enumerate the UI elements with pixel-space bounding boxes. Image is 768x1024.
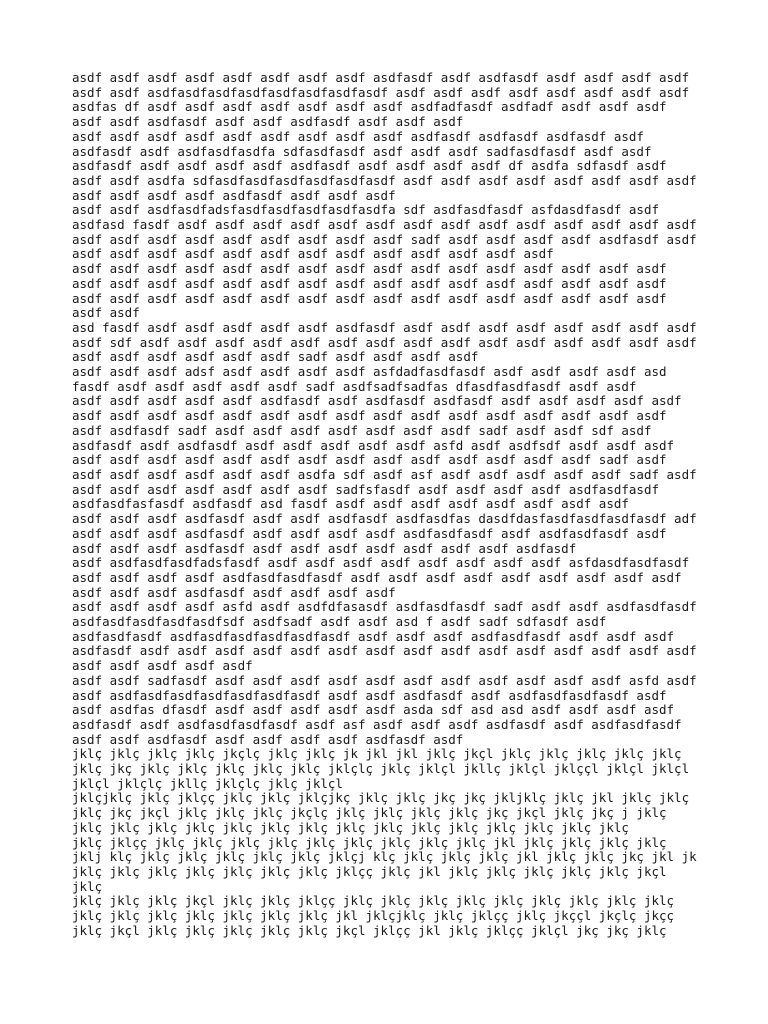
text-line: asdf asdf asdfasdfasdfasdfasdfasdfasdfasdf asdf asdf asdf asdf asdf asdf asdf asdf — [72, 84, 690, 100]
text-line: jklç jklç jklç jklç jklç jklç jklç jkl jklçjklç jklç jklçç jklç jkççl jkçlç jkçç — [72, 908, 675, 924]
paragraph — [72, 600, 712, 674]
text-line: asdf asdf asdfasdfadsfasdfasdfasdfasdfasdfa sdf asdfasdfasdf asfdasdfasdf asdf — [72, 202, 659, 218]
text-line: asdf asdf asdfa sdfasdfasdfasdfasdfasdfasdf asdf asdf asdf asdf asdf asdf asdf asdf — [72, 172, 697, 188]
text-line: asd fasdf asdf asdf asdf asdf asdf asdfasdf asdf asdf asdf asdf asdf asdf asdf asdf — [72, 319, 697, 335]
text-line: jklç jklç jklç jkçl jklç jklç jklçç jklç jklç jklç jklç jklç jklç jklç jklç jklç — [72, 893, 675, 909]
text-line: asdf asdf asdf asdf asfd asdf asdfdfasasdf asdfasdfasdf sadf asdf asdf asdfasdfasdf — [72, 599, 697, 615]
text-line: asdfasdfasfasdf asdfasdf asd fasdf asdf asdf asdf asdf asdf asdf asdf asdf — [72, 496, 629, 512]
paragraph — [72, 791, 712, 894]
text-line: asdf asdf sadfasdf asdf asdf asdf asdf asdf asdf asdf asdf asdf asdf asdf asfd asdf — [72, 672, 697, 688]
text-line: asdf asdf asdf asdf asdf asdf asdf asdf asdf asdfasdf asdfasdf asdfasdf asdf — [72, 128, 644, 144]
text-line: asdf asdfasdf sadf asdf asdf asdf asdf asdf asdf asdf sadf asdf asdf sdf asdf — [72, 422, 652, 438]
text-line: jklç jklç jklç jklç jklç jklç jklç jklç jklç jklç jklç jklç jklç jklç jklç — [72, 819, 629, 835]
text-line: asdf asdf asdf asdfasdf asdf asdf asdf asdf asdf asdf asdf asdfasdf — [72, 540, 577, 556]
text-line: asdf asdf asdf asdf asdf asdf asdf asdf asdf asdf asdf asdf asdf asdf asdf asdf — [72, 290, 667, 306]
text-line: asdf asdf asdf asdf asdf asdf asdf asdf asdfasdf asdf asdfasdf asdf asdf asdf asdf — [72, 70, 690, 85]
paragraph — [72, 130, 712, 204]
text-line: asdf asdf asdf asdf asdf — [72, 658, 253, 674]
text-line: asdfasdf asdf asdf asdf asdf asdf asdf asdf asdf asdf asdf asdf asdf asdf asdf asdf — [72, 643, 697, 659]
paragraph — [72, 674, 712, 748]
text-line: fasdf asdf asdf asdf asdf asdf sadf asdfsadfsadfas dfasdfasdfasdf asdf asdf — [72, 378, 637, 394]
text-line: asdf asdf asdf asdfasdf asdf asdf asdf asdf asdfasdfasdf asdf asdfasdfasdf asdf — [72, 525, 667, 541]
text-line: asdf asdf asdf asdf asdf asdf asdf asdf asdf asdf asdf asdf asdf asdf asdf asdf — [72, 261, 667, 277]
text-line: asdf asdf asdf asdf asdf asdf asdf asdf asdf sadf asdf asdf asdf asdf asdfasdf asdf — [72, 231, 697, 247]
text-line: asdfasdf asdf asdfasdf asdf asdf asdf asdf asdf asfd asdf asdfsdf asdf asdf asdf — [72, 437, 675, 453]
text-line: asdf asdf asdfasdf asdf asdf asdfasdf asdf asdf asdf — [72, 114, 464, 130]
text-line: asdf sdf asdf asdf asdf asdf asdf asdf asdf asdf asdf asdf asdf asdf asdf asdf asdf — [72, 334, 697, 350]
text-line: asdf asdf asdf asdf asdf asdf asdf asdf asdf asdf asdf asdf asdf — [72, 246, 554, 262]
text-line: asdf asdf asdf adsf asdf asdf asdf asdf asfdadfasdfasdf asdf asdf asdf asdf asd — [72, 364, 667, 380]
text-line: asdfasd fasdf asdf asdf asdf asdf asdf asdf asdf asdf asdf asdf asdf asdf asdf asdf — [72, 217, 697, 233]
text-line: jklç jkç jklç jklç jklç jklç jklç jklçlç jklç jklçl jkllç jklçl jklççl jklçl jklçl — [72, 761, 690, 777]
text-line: asdf asdf asdf asdf asdf asdf asdf asdf asdf asdf asdf asdf asdf asdf sadf asdf — [72, 452, 667, 468]
text-line: asdf asdf asdf asdf asdf asdf asdfa sdf asdf asf asdf asdf asdf asdf asdf sadf asdf — [72, 466, 697, 482]
paragraph — [72, 894, 712, 938]
text-line: jklj klç jklç jklç jklç jklç jklç jklçj klç jklç jklç jklç jkl jklç jklç jkç jkl jk — [72, 849, 697, 865]
text-line: jklçjklç jklç jklçç jklç jklç jklçjkç jklç jklç jkç jkç jkljklç jklç jkl jklç jklç — [72, 790, 690, 806]
text-line: jklç jkçl jklç jklç jklç jklç jklç jkçl jklçç jkl jklç jklçç jklçl jkç jkç jklç — [72, 922, 667, 938]
text-line: asdf asdfas dfasdf asdf asdf asdf asdf asdf asda sdf asd asd asdf asdf asdf asdf — [72, 702, 675, 718]
paragraph — [72, 203, 712, 262]
paragraph — [72, 262, 712, 321]
text-line: jklç jklçç jklç jklç jklç jklç jklç jklç jklç jklç jklç jkl jklç jklç jklç jklç — [72, 834, 667, 850]
text-line: asdf asdf asdf asdf asdf asdf asdf sadfsfasdf asdf asdf asdf asdf asdfasdfasdf — [72, 481, 659, 497]
text-line: asdfasdf asdf asdf asdf asdf asdfasdf asdf asdf asdf asdf df asdfa sdfasdf asdf — [72, 158, 667, 174]
paragraph — [72, 365, 712, 512]
paragraph — [72, 71, 712, 130]
text-line: asdf asdf — [72, 305, 140, 321]
text-line: asdf asdf asdf asdf asdf asdf sadf asdf asdf asdf asdf — [72, 349, 479, 365]
text-line: asdf asdfasdfasdfadsfasdf asdf asdf asdf asdf asdf asdf asdf asdf asfdasdfasdfasdf — [72, 555, 690, 571]
text-line: jklç jklç jklç jklç jklç jklç jklç jklçç jklç jkl jklç jklç jklç jklç jklç jkçl — [72, 863, 667, 879]
text-line: jklç jklç jklç jklç jkçlç jklç jklç jk jkl jkl jklç jkçl jklç jklç jklç jklç jklç — [72, 746, 682, 762]
text-line: jklçl jklçlç jkllç jklçlç jklç jklçl — [72, 775, 343, 791]
paragraph — [72, 556, 712, 600]
paragraph — [72, 321, 712, 365]
text-line: asdf asdf asdf asdfasdf asdf asdf asdfasdf asdfasdfas dasdfdasfasdfasdfasdfasdf adf — [72, 511, 697, 527]
text-line: jklç — [72, 878, 103, 894]
text-line: asdfasdfasdfasdfasdfsdf asdfsadf asdf asdf asd f asdf sadf sdfasdf asdf — [72, 614, 607, 630]
paragraph — [72, 747, 712, 791]
text-line: asdf asdfasdfasdfasdfasdfasdfasdf asdf asdf asdfasdf asdf asdfasdfasdfasdf asdf — [72, 687, 667, 703]
text-line: asdf asdf asdf asdf asdf asdf asdf asdf asdf asdf asdf asdf asdf asdf asdf asdf — [72, 275, 667, 291]
text-line: jklç jkç jkçl jklç jklç jklç jkçlç jklç jklç jklç jklç jkç jkçl jklç jkç j jklç — [72, 805, 667, 821]
text-line: asdf asdf asdf asdf asdf asdfasdf asdf asdfasdf asdfasdf asdf asdf asdf asdf asdf — [72, 393, 682, 409]
text-line: asdfasdf asdf asdfasdfasdfasdf asdf asf asdf asdf asdf asdfasdf asdf asdfasdfasdf — [72, 716, 682, 732]
text-line: asdfasdf asdf asdfasdfasdfa sdfasdfasdf asdf asdf asdf sadfasdfasdf asdf asdf — [72, 143, 652, 159]
text-line: asdf asdf asdf asdf asdfasdfasdfasdf asdf asdf asdf asdf asdf asdf asdf asdf asdf — [72, 569, 682, 585]
text-line: asdf asdf asdf asdf asdf asdf asdf asdf asdf asdf asdf asdf asdf asdf asdf asdf — [72, 408, 667, 424]
text-line: asdf asdf asdf asdfasdf asdf asdf asdf asdf — [72, 584, 396, 600]
text-line: asdf asdf asdf asdf asdfasdf asdf asdf asdf — [72, 187, 396, 203]
text-line: asdf asdf asdfasdf asdf asdf asdf asdf asdfasdf asdf — [72, 731, 464, 747]
paragraph — [72, 512, 712, 556]
text-line: asdfasdfasdf asdfasdfasdfasdfasdfasdf asdf asdf asdf asdfasdfasdf asdf asdf asdf — [72, 628, 675, 644]
document-page — [72, 71, 712, 938]
text-line: asdfas df asdf asdf asdf asdf asdf asdf asdf asdfadfasdf asdfadf asdf asdf asdf — [72, 99, 667, 115]
